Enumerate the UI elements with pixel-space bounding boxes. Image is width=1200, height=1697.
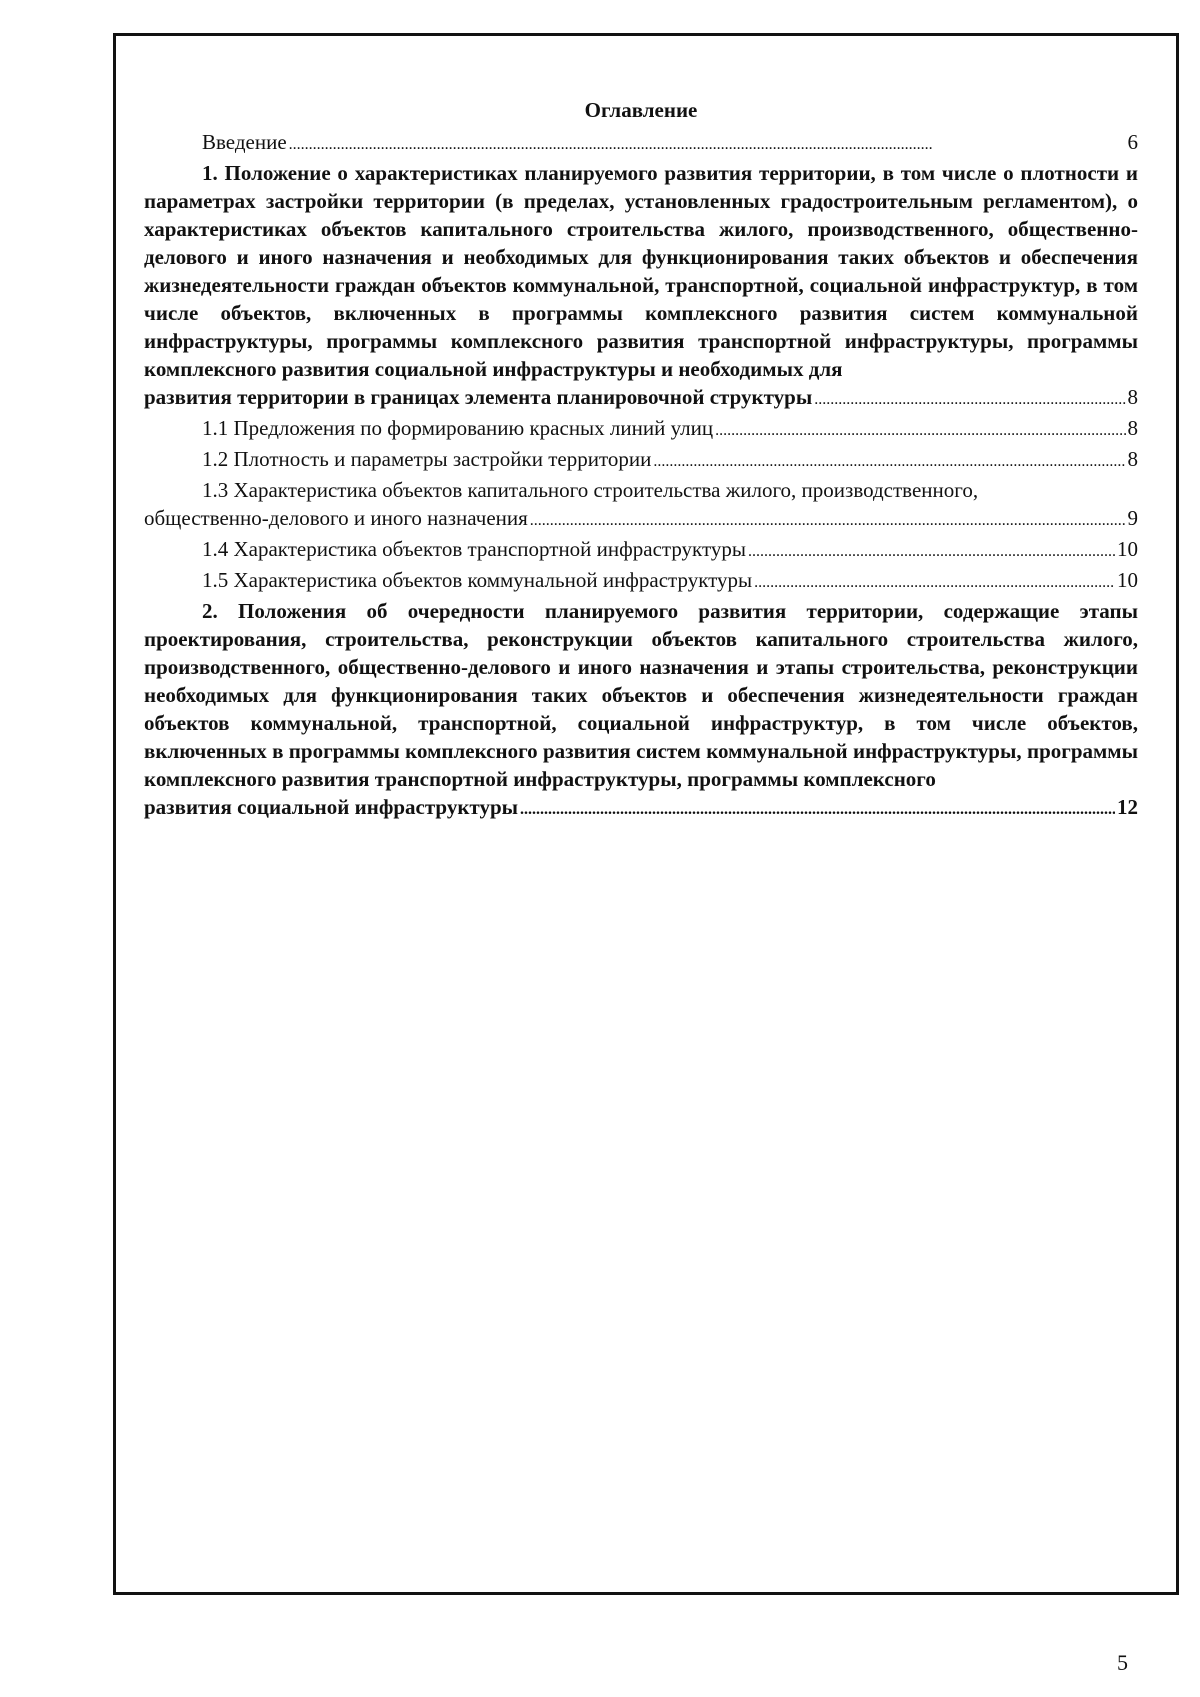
toc-entry-label: 1.1 Предложения по формированию красных линий улиц [202, 416, 714, 440]
toc-entry-section-2-last-line[interactable] [144, 793, 1138, 824]
toc-entry-1-1[interactable] [144, 414, 1138, 445]
toc-entry-1-5[interactable] [144, 566, 1138, 597]
page-number: 5 [1117, 1650, 1128, 1675]
dot-leader [748, 535, 1115, 566]
toc-title: Оглавление [584, 98, 698, 122]
toc-entry-label: 1.5 Характеристика объектов коммунальной инфраструктуры [202, 568, 753, 592]
dot-leader [814, 383, 1125, 414]
dot-leader [520, 793, 1115, 824]
toc-entry-label: 2. Положения об очередности планируемого развития территории, содержащие этапы проектирования, строительства, реконструкции объектов капитального строительства жилого, производственного, общественно-делового и иного назначения и этапы строительства, реконструкции необходимых для функционирования таких объектов и обеспечения жизнедеятельности граждан объектов коммунальной, транспортной, социальной инфраструктур, в том числе объектов, включенных в программы комплексного развития систем коммунальной инфраструктуры, программы комплексного развития транспортной инфраструктуры, программы комплексного [144, 599, 1138, 791]
toc-entry-1-3-last-line[interactable] [144, 504, 1138, 535]
toc-entry-page: 10 [1117, 568, 1138, 592]
toc-entry-label: 1. Положение о характеристиках планируемого развития территории, в том числе о плотности и параметрах застройки территории (в пределах, установленных градостроительным регламентом), о характеристиках объектов капитального строительства жилого, производственного, общественно-делового и иного назначения и необходимых для функционирования таких объектов и обеспечения жизнедеятельности граждан объектов коммунальной, транспортной, социальной инфраструктур, в том числе объектов, включенных в программы комплексного развития систем коммунальной инфраструктуры, программы комплексного развития транспортной инфраструктуры, программы комплексного развития социальной инфраструктуры и необходимых для [144, 161, 1138, 381]
dot-leader [289, 128, 1126, 159]
toc-entry-1-3[interactable] [144, 476, 1138, 504]
toc-entry-label: развития социальной инфраструктуры [144, 795, 519, 819]
dot-leader [715, 414, 1125, 445]
toc-entry-page: 6 [1127, 130, 1138, 154]
toc-entry-page: 9 [1127, 506, 1138, 530]
toc-entry-label: 1.4 Характеристика объектов транспортной инфраструктуры [202, 537, 746, 561]
dot-leader [530, 504, 1126, 535]
toc-entry-section-1[interactable] [144, 159, 1138, 383]
toc-entry-page: 10 [1117, 537, 1138, 561]
dot-leader [653, 445, 1125, 476]
toc-entry-1-2[interactable] [144, 445, 1138, 476]
toc-entry-label: развития территории в границах элемента планировочной структуры [144, 385, 813, 409]
toc-entry-label: 1.3 Характеристика объектов капитального строительства жилого, производственного, [202, 478, 979, 502]
toc-entry-1-4[interactable] [144, 535, 1138, 566]
table-of-contents [144, 96, 1138, 824]
toc-entry-label: общественно-делового и иного назначения [144, 506, 528, 530]
toc-entry-section-1-last-line[interactable] [144, 383, 1138, 414]
toc-entry-page: 8 [1127, 416, 1138, 440]
toc-entry-page: 8 [1127, 447, 1138, 471]
toc-entry-label: 1.2 Плотность и параметры застройки территории [202, 447, 652, 471]
toc-entry-page: 8 [1127, 385, 1138, 409]
dot-leader [754, 566, 1115, 597]
toc-entry-page: 12 [1117, 795, 1138, 819]
toc-entry-intro[interactable] [144, 128, 1138, 159]
toc-entry-section-2[interactable] [144, 597, 1138, 793]
toc-entry-label: Введение [202, 130, 287, 154]
